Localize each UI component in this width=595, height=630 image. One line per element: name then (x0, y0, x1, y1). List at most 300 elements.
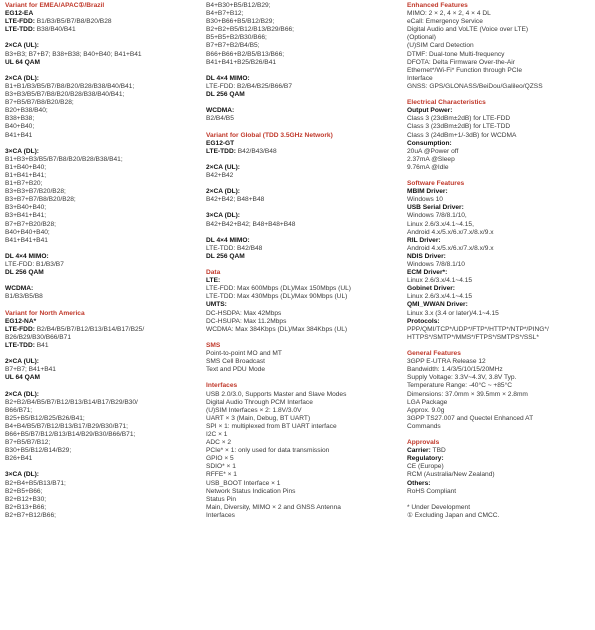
spec-line (407, 423, 593, 431)
spec-label: RIL Driver: (407, 236, 441, 244)
section-title: Electrical Characteristics (407, 99, 486, 107)
spec-line (206, 293, 396, 301)
spec-text: B26+B41 (5, 455, 33, 463)
spec-line (407, 463, 593, 471)
spec-text: Windows 7/8/8.1/10 (407, 261, 465, 268)
spec-line (5, 59, 197, 67)
spec-line (407, 318, 593, 326)
spec-label: Carrier: (407, 447, 431, 455)
spec-text: I2C × 1 (206, 430, 228, 438)
spec-line (206, 107, 396, 115)
spec-label: ECM Driver*: (407, 269, 448, 277)
spec-line (407, 447, 593, 455)
spec-text: B2+B12+B30; (5, 495, 47, 503)
spec-text: Windows 7/8/8.1/10, (407, 212, 467, 220)
spec-line (407, 229, 593, 237)
spec-text: GPIO × 5 (206, 455, 234, 463)
spec-text: B38+B38; (5, 115, 35, 123)
spec-text: B25+B5/B12/B25/B26/B41; (5, 414, 85, 422)
spec-text: Commands (407, 422, 441, 430)
spec-text: B42+B42; B48+B48 (206, 196, 265, 204)
spec-text: B3+B3; B7+B7; B38+B38; B40+B40; B41+B41 (5, 50, 142, 58)
spec-line (5, 26, 197, 34)
spec-text: 9.76mA @Idle (407, 163, 449, 171)
spec-line (407, 334, 593, 342)
spec-text: B1+B3+B3/B5/B7/B8/B20/B28/B38/B41; (5, 155, 123, 163)
spec-line (5, 318, 197, 326)
spec-line (5, 148, 197, 156)
spec-block (407, 439, 593, 496)
spec-line (5, 496, 197, 504)
spec-line (206, 59, 396, 67)
spec-label: Consumption: (407, 139, 452, 147)
spec-line (206, 34, 396, 42)
spec-line (5, 18, 197, 26)
spec-block (206, 269, 396, 334)
spec-text: B40+B40; (5, 123, 35, 131)
spec-line (206, 318, 396, 326)
spec-line (206, 10, 396, 18)
spec-line (5, 212, 197, 220)
spec-line (407, 237, 593, 245)
column-middle (206, 2, 396, 528)
spec-text: B41+B41+B41 (5, 236, 48, 244)
spec-line (206, 164, 396, 172)
spec-block (5, 471, 197, 520)
spec-text: Approx. 9.0g (407, 406, 445, 414)
spec-label: EG12-GT (206, 139, 235, 147)
spec-line (206, 471, 396, 479)
spec-text: B2+B7+B12/B66; (5, 511, 56, 519)
spec-block (5, 148, 197, 245)
spec-line (206, 504, 396, 512)
spec-line (5, 107, 197, 115)
spec-text: LTE-FDD: B2/B4/B25/B66/B7 (206, 82, 293, 90)
spec-line (407, 382, 593, 390)
spec-line (206, 196, 396, 204)
spec-text: B2+B2/B4/B5/B7/B12/B13/B14/B17/B29/B30/ (5, 398, 138, 406)
spec-label: DL 4×4 MIMO: (206, 74, 250, 82)
spec-text: Status Pin (206, 495, 237, 503)
spec-line (407, 164, 593, 172)
section-title: Approvals (407, 439, 440, 447)
spec-line (206, 326, 396, 334)
spec-block (407, 504, 593, 520)
spec-text: B7+B5/B7/B8/B20/B28; (5, 99, 74, 107)
spec-label: LTE-TDD: (5, 26, 35, 34)
spec-label: DL 4×4 MIMO: (5, 252, 49, 260)
spec-line (206, 253, 396, 261)
spec-text: B2/B4/B5 (206, 115, 234, 123)
section-title: Variant for Global (TDD 3.5GHz Network) (206, 131, 333, 139)
spec-text: B1+B40+B40; (5, 163, 47, 171)
spec-label: 2×CA (UL): (5, 358, 40, 366)
spec-text: SMS Cell Broadcast (206, 358, 265, 366)
spec-line (407, 455, 593, 463)
spec-label: Output Power: (407, 107, 453, 115)
spec-line (407, 480, 593, 488)
spec-line (5, 374, 197, 382)
spec-line (206, 237, 396, 245)
spec-label: 2×CA (DL): (5, 390, 40, 398)
spec-text: B1+B41+B41; (5, 171, 47, 179)
spec-line (5, 83, 197, 91)
spec-text: B7+B7; B41+B41 (5, 366, 56, 374)
spec-label: QMI_WWAN Driver: (407, 301, 468, 309)
spec-block (206, 2, 396, 67)
spec-text: B26/B29/B30/B66/B71 (5, 333, 71, 341)
spec-text: B38/B40/B41 (34, 26, 76, 34)
spec-text: Linux 2.6/3.x/4.1~4.15, (407, 220, 474, 228)
spec-line (407, 115, 593, 123)
spec-line (407, 140, 593, 148)
spec-text: B7+B5/B7/B12; (5, 439, 51, 447)
spec-line (206, 366, 396, 374)
column-right (407, 2, 593, 528)
spec-line (5, 512, 197, 520)
spec-line (5, 407, 197, 415)
spec-line (206, 83, 396, 91)
spec-text: CE (Europe) (407, 463, 444, 471)
spec-label: EG12-NA* (5, 317, 37, 325)
spec-line (206, 212, 396, 220)
spec-line (5, 115, 197, 123)
spec-text: (U)SIM Card Detection (407, 42, 474, 50)
spec-line (407, 196, 593, 204)
column-left (5, 2, 197, 528)
spec-line (206, 115, 396, 123)
spec-line (5, 75, 197, 83)
spec-text: B3+B3/B5/B7/B8/B20/B28/B38/B40/B41; (5, 91, 125, 99)
section-title: Data (206, 269, 221, 277)
spec-line (407, 42, 593, 50)
spec-label: EG12-EA (5, 10, 34, 18)
spec-text: B42/B43/B48 (235, 147, 277, 155)
spec-text: B66+B66+B2/B5/B13/B66; (206, 50, 285, 58)
spec-block (206, 164, 396, 180)
spec-line (5, 99, 197, 107)
spec-line (206, 463, 396, 471)
spec-line (206, 399, 396, 407)
spec-text: LGA Package (407, 398, 448, 406)
spec-line (407, 326, 593, 334)
spec-block (407, 350, 593, 431)
spec-label: LTE-FDD: (5, 325, 35, 333)
spec-text: B1+B1/B3/B5/B7/B8/B20/B28/B38/B40/B41; (5, 82, 135, 90)
spec-text: B41+B41+B25/B26/B41 (206, 58, 277, 66)
spec-label: Gobinet Driver: (407, 285, 455, 293)
spec-text: B4+B7+B12; (206, 10, 244, 18)
spec-text: Linux 2.6/3.x/4.1~4.15 (407, 293, 473, 301)
spec-line (407, 415, 593, 423)
spec-block (206, 382, 396, 520)
spec-text: Supply Voltage: 3.3V~4.3V, 3.8V Typ. (407, 374, 517, 382)
spec-line (5, 293, 197, 301)
section-title: Software Features (407, 180, 465, 188)
section-title: Enhanced Features (407, 2, 468, 9)
spec-label: WCDMA: (206, 107, 235, 115)
spec-text: Class 3 (24dBm+1/-3dB) for WCDMA (407, 131, 517, 139)
spec-label: DL 256 QAM (206, 91, 245, 99)
spec-label: LTE: (206, 277, 221, 285)
spec-label: WCDMA: (5, 285, 34, 293)
spec-line (407, 132, 593, 140)
spec-line (5, 42, 197, 50)
spec-line (206, 439, 396, 447)
spec-text: Digital Audio and VoLTE (Voice over LTE) (407, 26, 529, 34)
spec-text: DC-HSDPA: Max 42Mbps (206, 309, 282, 317)
spec-label: USB Serial Driver: (407, 204, 464, 212)
spec-text: (Optional) (407, 34, 436, 42)
spec-line (5, 504, 197, 512)
spec-text: 2.37mA @Sleep (407, 155, 455, 163)
spec-line (407, 366, 593, 374)
spec-text: LTE-FDD: B1/B3/B7 (5, 261, 64, 268)
spec-text: Linux 2.6/3.x/4.1~4.15 (407, 277, 473, 285)
spec-label: LTE-FDD: (5, 18, 35, 26)
spec-block (206, 188, 396, 204)
spec-line (5, 423, 197, 431)
spec-text: USB_BOOT Interface × 1 (206, 479, 281, 487)
spec-line (5, 229, 197, 237)
spec-text: B2+B5+B66; (5, 487, 43, 495)
spec-line (407, 399, 593, 407)
spec-label: 3×CA (DL): (206, 212, 241, 220)
spec-line (5, 480, 197, 488)
spec-text: Android 4.x/5.x/6.x/7.x/8.x/9.x (407, 244, 494, 252)
section-title: SMS (206, 341, 221, 349)
spec-line (5, 51, 197, 59)
spec-block (206, 75, 396, 99)
spec-text: Windows 10 (407, 196, 443, 204)
spec-line (407, 148, 593, 156)
spec-text: B41+B41 (5, 131, 33, 139)
spec-line (407, 277, 593, 285)
spec-line (206, 391, 396, 399)
spec-line (407, 512, 593, 520)
spec-line (5, 156, 197, 164)
spec-text: B30+B66+B5/B12/B29; (206, 18, 275, 26)
spec-line (206, 350, 396, 358)
spec-line (5, 204, 197, 212)
spec-text: B3+B3+B7/B20/B28; (5, 188, 66, 196)
spec-line (206, 496, 396, 504)
spec-line (407, 156, 593, 164)
spec-line (5, 221, 197, 229)
spec-label: MBIM Driver: (407, 188, 448, 196)
spec-text: DFOTA: Delta Firmware Over-the-Air (407, 58, 515, 66)
spec-line (206, 75, 396, 83)
spec-line (407, 67, 593, 75)
spec-line (206, 51, 396, 59)
spec-line (407, 285, 593, 293)
spec-line (407, 488, 593, 496)
spec-text: B2+B4+B5/B13/B71; (5, 479, 66, 487)
spec-text: UART × 3 (Main, Debug, BT UART) (206, 414, 311, 422)
spec-label: Others: (407, 479, 431, 487)
spec-text: Network Status Indication Pins (206, 487, 296, 495)
spec-line (206, 423, 396, 431)
spec-line (206, 358, 396, 366)
spec-line (407, 221, 593, 229)
spec-line (407, 269, 593, 277)
spec-line (407, 310, 593, 318)
spec-line (407, 10, 593, 18)
spec-line (5, 334, 197, 342)
spec-text: B30+B5/B12/B14/B29; (5, 447, 72, 455)
spec-line (5, 455, 197, 463)
spec-line (5, 366, 197, 374)
spec-text: LTE-TDD: B42/B48 (206, 244, 263, 252)
spec-text: HTTPS*/SMTP*/MMS*/FTPS*/SMTPS*/SSL* (407, 333, 539, 341)
spec-line (5, 391, 197, 399)
spec-line (407, 34, 593, 42)
spec-text: B4+B4/B5/B7/B12/B13/B17/B29/B30/B71; (5, 422, 128, 430)
spec-line (5, 342, 197, 350)
spec-block (5, 310, 197, 350)
spec-text: B1/B3/B5/B7/B8/B20/B28 (34, 18, 112, 26)
spec-line (407, 212, 593, 220)
spec-text: B1+B7+B20; (5, 180, 43, 188)
spec-text: Temperature Range: -40°C ~ +85°C (407, 382, 512, 390)
spec-label: 3×CA (DL): (5, 147, 40, 155)
spec-line (5, 415, 197, 423)
spec-text: Android 4.x/5.x/6.x/7.x/8.x/9.x (407, 228, 494, 236)
spec-line (407, 75, 593, 83)
spec-line (407, 204, 593, 212)
spec-text: Bandwidth: 1.4/3/5/10/15/20MHz (407, 366, 503, 374)
spec-text: B3+B41+B41; (5, 212, 47, 220)
spec-text: * Under Development (407, 503, 471, 511)
spec-line (407, 123, 593, 131)
spec-text: Ethernet*/Wi-Fi* Function through PCIe (407, 66, 523, 74)
spec-line (5, 132, 197, 140)
spec-text: GNSS: GPS/GLONASS/BeiDou/Galileo/QZSS (407, 82, 543, 90)
spec-line (5, 285, 197, 293)
spec-text: SDIO* × 1 (206, 463, 236, 471)
spec-text: B66/B71; (5, 406, 33, 414)
spec-line (206, 91, 396, 99)
spec-block (5, 391, 197, 464)
spec-line (206, 26, 396, 34)
spec-text: DTMF: Dual-tone Multi-frequency (407, 50, 505, 58)
spec-block (5, 253, 197, 277)
spec-text: RCM (Australia/New Zealand) (407, 471, 495, 479)
spec-line (5, 399, 197, 407)
spec-block (5, 2, 197, 34)
spec-line (407, 59, 593, 67)
spec-text: B7+B7+B2/B4/B5; (206, 42, 260, 50)
spec-text: LTE-TDD: Max 430Mbps (DL)/Max 90Mbps (UL) (206, 293, 348, 301)
spec-line (5, 358, 197, 366)
spec-line (407, 391, 593, 399)
spec-line (206, 245, 396, 253)
spec-text: B3+B40+B40; (5, 204, 47, 212)
spec-label: DL 256 QAM (206, 252, 245, 260)
spec-line (206, 188, 396, 196)
spec-line (5, 188, 197, 196)
spec-line (5, 471, 197, 479)
spec-text: Dimensions: 37.0mm × 39.5mm × 2.8mm (407, 390, 528, 398)
spec-text: B20+B38/B40; (5, 107, 48, 115)
spec-line (206, 277, 396, 285)
spec-block (206, 132, 396, 156)
spec-text: B1/B3/B5/B8 (5, 293, 43, 301)
spec-block (5, 358, 197, 382)
spec-block (206, 212, 396, 228)
spec-text: (U)SIM Interfaces × 2: 1.8V/3.0V (206, 406, 302, 414)
spec-text: RFFE* × 1 (206, 471, 237, 479)
spec-text: LTE-FDD: Max 600Mbps (DL)/Max 150Mbps (UL) (206, 285, 351, 293)
spec-line (5, 431, 197, 439)
spec-text: PCIe* × 1: only used for data transmission (206, 447, 330, 455)
spec-line (5, 261, 197, 269)
spec-line (407, 51, 593, 59)
spec-line (206, 480, 396, 488)
spec-label: DL 4×4 MIMO: (206, 236, 250, 244)
spec-line (5, 91, 197, 99)
spec-line (206, 431, 396, 439)
spec-text: Text and PDU Mode (206, 366, 266, 374)
spec-text: B2/B4/B5/B7/B12/B13/B14/B17/B25/ (34, 325, 145, 333)
spec-line (407, 26, 593, 34)
spec-text: 20uA @Power off (407, 147, 459, 155)
spec-line (5, 439, 197, 447)
spec-line (407, 471, 593, 479)
spec-line (5, 488, 197, 496)
spec-text: ① Excluding Japan and CMCC. (407, 511, 500, 519)
spec-line (407, 188, 593, 196)
spec-line (5, 326, 197, 334)
spec-text: eCall: Emergency Service (407, 18, 483, 26)
spec-text: WCDMA: Max 384Kbps (DL)/Max 384Kbps (UL) (206, 325, 348, 333)
spec-line (5, 164, 197, 172)
spec-line (206, 221, 396, 229)
spec-label: LTE-TDD: (5, 341, 35, 349)
spec-line (407, 293, 593, 301)
spec-text: B2+B2+B5/B12/B13/B29/B66; (206, 26, 294, 34)
spec-text: B5+B5+B2/B30/B66; (206, 34, 267, 42)
spec-line (407, 407, 593, 415)
spec-label: UMTS: (206, 301, 227, 309)
spec-line (5, 237, 197, 245)
spec-text: SPI × 1: multiplexed from BT UART interface (206, 422, 337, 430)
spec-line (407, 358, 593, 366)
section-title: General Features (407, 350, 461, 358)
spec-text: Class 3 (23dBm±2dB) for LTE-TDD (407, 123, 511, 131)
spec-label: LTE-TDD: (206, 147, 236, 155)
spec-text: B7+B7+B20/B28; (5, 220, 56, 228)
spec-line (206, 455, 396, 463)
spec-text: B3+B7+B7/B8/B20/B28; (5, 196, 76, 204)
spec-line (5, 196, 197, 204)
spec-text: Main, Diversity, MIMO × 2 and GNSS Antenna (206, 503, 341, 511)
spec-text: Class 3 (23dBm±2dB) for LTE-FDD (407, 115, 511, 123)
spec-text: Interface (407, 74, 433, 82)
spec-label: Regulatory: (407, 455, 444, 463)
spec-text: TBD (430, 447, 446, 455)
spec-text: B2+B13+B66; (5, 503, 47, 511)
spec-line (407, 83, 593, 91)
spec-line (206, 2, 396, 10)
spec-block (407, 180, 593, 342)
spec-line (206, 285, 396, 293)
spec-text: 3GPP TS27.007 and Quectel Enhanced AT (407, 414, 534, 422)
spec-line (5, 123, 197, 131)
spec-line (206, 140, 396, 148)
spec-label: Protocols: (407, 317, 440, 325)
spec-block (407, 99, 593, 172)
